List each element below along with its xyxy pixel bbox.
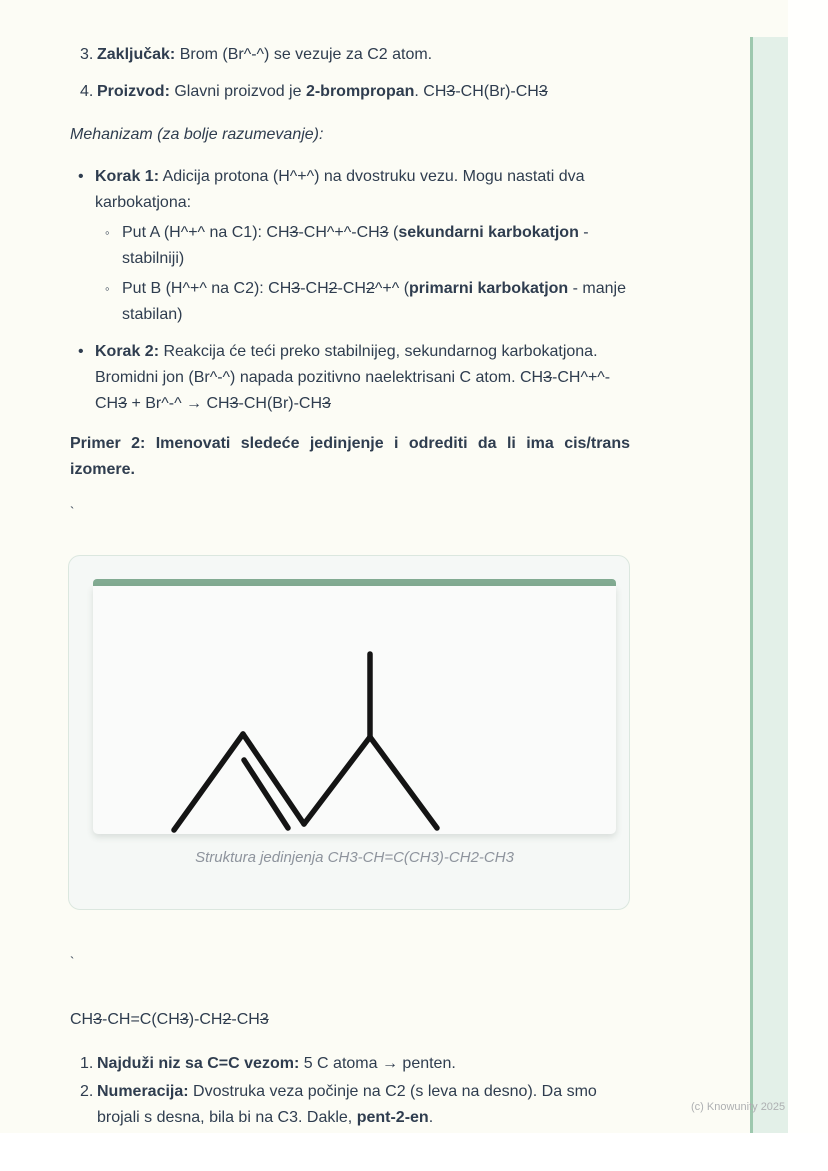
text-run: 3	[446, 83, 456, 100]
text-run: Brom (Br^-^) se vezuje za C2 atom.	[175, 46, 433, 63]
text-run: -CH=C(CH	[102, 1011, 180, 1028]
sub-bullet-put-b	[105, 276, 630, 328]
text-line	[97, 1051, 630, 1077]
text-run: Put A (H^+^ na C1): CH	[122, 224, 290, 241]
bullet-item-korak1	[70, 164, 630, 328]
text-run: izomere.	[70, 461, 135, 478]
text-run: karbokatjona:	[95, 194, 192, 211]
text-run: Primer 2: Imenovati sledeće jedinjenje i odrediti da li ima cis/trans	[70, 435, 630, 452]
list-item-text	[97, 1079, 630, 1131]
document-content	[70, 42, 630, 1131]
text-run: Zaključak:	[97, 46, 176, 63]
text-run: 2	[222, 1011, 232, 1028]
text-run: 3	[93, 1011, 103, 1028]
list-item-text	[97, 42, 630, 68]
text-run: 3	[289, 224, 299, 241]
molecule-figure-card	[68, 555, 630, 910]
bond-line	[370, 737, 437, 828]
text-run: CH	[95, 395, 119, 412]
text-line	[122, 302, 630, 328]
figure-caption: Struktura jedinjenja CH3-CH=C(CH3)-CH2-CH3	[195, 849, 514, 866]
text-line	[122, 246, 630, 272]
list-number: 1.	[80, 1055, 94, 1072]
text-run: - manje	[568, 280, 626, 297]
text-run: pent-2-en	[356, 1109, 429, 1126]
text-run: 3	[538, 83, 548, 100]
page-right-margin	[788, 0, 828, 1133]
bullet-item-text	[95, 164, 630, 216]
bullet-marker: •	[78, 343, 84, 360]
page-edge-strip	[750, 37, 788, 1133]
text-run: Bromidni jon (Br^-^) napada pozitivno naelektrisani C atom. CH	[95, 369, 544, 386]
text-line	[122, 220, 630, 246]
code-tick: `	[70, 504, 75, 519]
text-run: Adicija protona (H^+^) na dvostruku vezu. Mogu nastati dva	[159, 168, 585, 185]
text-run: 3	[229, 395, 239, 412]
heading-line-1	[70, 431, 630, 457]
text-run: Dvostruka veza počinje na C2 (s leva na desno). Da smo	[188, 1083, 597, 1100]
bullet-item-korak2	[70, 339, 630, 417]
mehanizam-subtitle	[70, 122, 630, 148]
sub-bullet-text	[122, 276, 630, 328]
text-run: Proizvod:	[97, 83, 170, 100]
text-run: Najduži niz sa C=C vezom:	[97, 1055, 300, 1072]
text-line	[70, 457, 630, 483]
text-run: + Br^-^ → CH	[127, 395, 230, 412]
text-run: .	[428, 1109, 434, 1126]
watermark: (c) Knowunity 2025	[691, 1101, 786, 1113]
primer2-heading	[70, 431, 630, 483]
text-line	[95, 339, 630, 365]
text-run: -CH(Br)-CH	[238, 395, 323, 412]
sub-bullet-put-a	[105, 220, 630, 272]
text-line	[97, 1079, 630, 1105]
text-run: 3	[291, 280, 301, 297]
text-line	[97, 42, 630, 68]
text-run: 3	[118, 395, 128, 412]
text-run: . CH	[414, 83, 447, 100]
text-run: CH	[70, 1011, 94, 1028]
naming-steps-list	[70, 1051, 630, 1131]
molecule-svg	[93, 586, 616, 834]
list-number: 4.	[80, 83, 94, 100]
list-item-proizvod	[70, 79, 630, 105]
text-run: sekundarni karbokatjon	[398, 224, 579, 241]
text-run: -CH^+^-CH	[298, 224, 380, 241]
heading-line-2	[70, 457, 630, 483]
sub-bullet-marker: ◦	[105, 281, 110, 296]
text-run: brojali s desna, bila bi na C3. Dakle,	[97, 1109, 357, 1126]
sub-bullet-marker: ◦	[105, 225, 110, 240]
text-run: primarni karbokatjon	[409, 280, 569, 297]
text-run: 5 C atoma → penten.	[299, 1055, 456, 1072]
sub-bullet-text	[122, 220, 630, 272]
text-line	[70, 122, 630, 148]
text-run: 2	[328, 280, 338, 297]
text-run: -CH	[300, 280, 329, 297]
molecule-drawing	[93, 586, 616, 834]
bullet-item-text	[95, 339, 630, 417]
text-line	[70, 1007, 630, 1033]
text-line	[95, 164, 630, 190]
text-line	[97, 79, 630, 105]
text-run: 2-brompropan	[305, 83, 415, 100]
figure-accent-bar	[93, 579, 616, 586]
text-run: Reakcija će teći preko stabilnijeg, sekundarnog karbokatjona.	[159, 343, 598, 360]
text-run: -	[578, 224, 589, 241]
bond-line	[174, 734, 243, 830]
text-run: Put B (H^+^ na C2): CH	[122, 280, 292, 297]
text-line	[70, 431, 630, 457]
text-run: stabilniji)	[122, 250, 185, 267]
text-run: -CH	[337, 280, 366, 297]
text-run: -CH^+^-	[552, 369, 611, 386]
list-number: 2.	[80, 1083, 94, 1100]
text-run: 2	[365, 280, 375, 297]
text-run: )-CH	[188, 1011, 223, 1028]
bullet-item-body	[95, 164, 630, 328]
list-item-numeracija	[70, 1079, 630, 1131]
text-line	[97, 1105, 630, 1131]
bullet-marker: •	[78, 168, 84, 185]
text-run: Korak 2:	[95, 343, 160, 360]
code-tick: `	[70, 954, 75, 969]
list-item-text	[97, 79, 630, 105]
text-line	[122, 276, 630, 302]
text-line	[95, 365, 630, 391]
list-number: 3.	[80, 46, 94, 63]
text-run: -CH(Br)-CH	[455, 83, 539, 100]
text-run: Mehanizam (za bolje razumevanje):	[70, 126, 324, 143]
text-run: Korak 1:	[95, 168, 160, 185]
text-run: -CH	[231, 1011, 260, 1028]
text-run: 3	[259, 1011, 269, 1028]
text-run: Glavni proizvod je	[169, 83, 306, 100]
text-run: Numeracija:	[97, 1083, 189, 1100]
text-run: stabilan)	[122, 306, 183, 323]
bond-line	[304, 737, 370, 824]
text-run: 3	[179, 1011, 189, 1028]
list-item-najduzi-niz	[70, 1051, 630, 1077]
text-run: 3	[543, 369, 552, 386]
text-run: 3	[322, 395, 331, 412]
text-line	[95, 391, 630, 417]
text-run: 3	[379, 224, 389, 241]
formula-paragraph	[70, 1007, 630, 1033]
text-run: ^+^ (	[374, 280, 410, 297]
text-run: (	[388, 224, 399, 241]
text-line	[95, 190, 630, 216]
list-item-zakljucak	[70, 42, 630, 68]
list-item-text	[97, 1051, 630, 1077]
